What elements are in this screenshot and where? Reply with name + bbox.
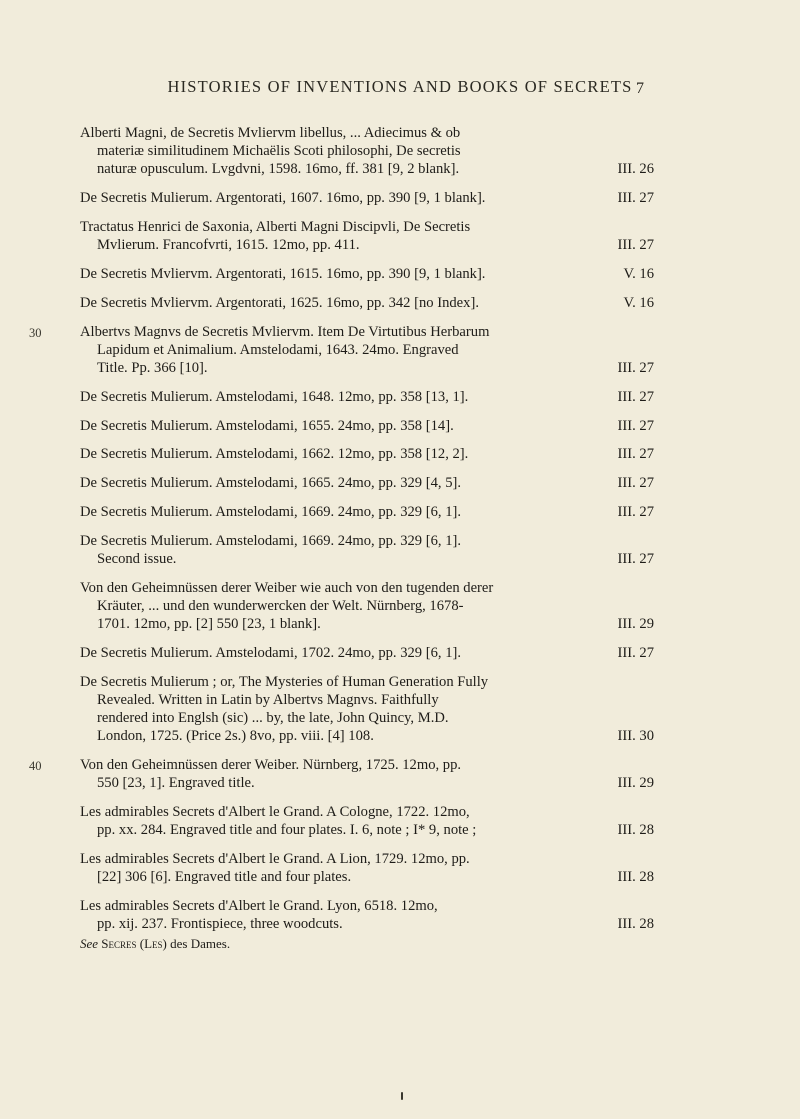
page-mark	[401, 1092, 403, 1100]
volume-reference: V. 16	[623, 294, 654, 311]
entry-line: Lapidum et Animalium. Amstelodami, 1643. 24mo. Engraved	[97, 341, 459, 358]
entry-line: Les admirables Secrets d'Albert le Grand. A Lion, 1729. 12mo, pp.	[80, 851, 470, 868]
volume-reference: III. 30	[617, 728, 654, 745]
entry-line: Mvlierum. Francofvrti, 1615. 12mo, pp. 411.	[97, 237, 360, 254]
entry-line: pp. xij. 237. Frontispiece, three woodcuts.	[97, 916, 343, 933]
volume-reference: III. 27	[617, 446, 654, 463]
bibliography-entry	[0, 388, 800, 406]
volume-reference: III. 29	[617, 616, 654, 633]
bibliography-entry	[0, 897, 800, 933]
volume-reference: III. 28	[617, 822, 654, 839]
entry-line: De Secretis Mulierum. Amstelodami, 1669. 24mo, pp. 329 [6, 1].	[80, 503, 462, 520]
volume-reference: III. 28	[617, 916, 654, 933]
bibliography-entry	[0, 532, 800, 568]
volume-reference: III. 27	[617, 503, 654, 520]
entry-line: 550 [23, 1]. Engraved title.	[97, 775, 255, 792]
see-rest: des Dames.	[170, 936, 231, 952]
bibliography-entry	[0, 474, 800, 492]
volume-reference: III. 27	[617, 475, 654, 492]
bibliography-entry	[0, 850, 800, 886]
entry-line: Tractatus Henrici de Saxonia, Alberti Magni Discipvli, De Secretis	[80, 219, 471, 235]
entry-line: Von den Geheimnüssen derer Weiber. Nürnberg, 1725. 12mo, pp.	[80, 757, 462, 774]
bibliography-entry	[0, 644, 800, 662]
entry-line: [22] 306 [6]. Engraved title and four plates.	[97, 869, 352, 886]
volume-reference: III. 27	[617, 388, 654, 405]
entry-line: De Secretis Mvliervm. Argentorati, 1625. 16mo, pp. 342 [no Index].	[80, 294, 479, 311]
entry-line: De Secretis Mulierum. Argentorati, 1607. 16mo, pp. 390 [9, 1 blank].	[80, 190, 486, 207]
volume-reference: V. 16	[623, 266, 654, 282]
volume-reference: III. 27	[617, 360, 654, 376]
page-number: 7	[636, 80, 644, 97]
entry-line: De Secretis Mulierum. Amstelodami, 1662. 12mo, pp. 358 [12, 2].	[80, 446, 469, 463]
bibliography-entry	[0, 803, 800, 839]
volume-reference: III. 27	[617, 644, 654, 661]
entry-line: De Secretis Mulierum. Amstelodami, 1669. 24mo, pp. 329 [6, 1].	[80, 532, 462, 549]
entry-line: London, 1725. (Price 2s.) 8vo, pp. viii. [4] 108.	[97, 728, 374, 745]
entry-line: rendered into Englsh (sic) ... by, the late, John Quincy, M.D.	[97, 710, 449, 727]
entry-line: materiæ similitudinem Michaëlis Scoti philosophi, De secretis	[97, 143, 461, 160]
volume-reference: III. 27	[617, 417, 654, 434]
bibliography-entry	[0, 756, 800, 792]
bibliography-entry	[0, 124, 800, 179]
entry-line: 1701. 12mo, pp. [2] 550 [23, 1 blank].	[97, 616, 321, 633]
entry-line: De Secretis Mulierum. Amstelodami, 1655. 24mo, pp. 358 [14].	[80, 417, 454, 434]
entry-line: Albertvs Magnvs de Secretis Mvliervm. Item De Virtutibus Herbarum	[80, 323, 490, 340]
entry-line: De Secretis Mulierum. Amstelodami, 1702. 24mo, pp. 329 [6, 1].	[80, 644, 462, 661]
margin-line-number: 40	[29, 759, 42, 774]
bibliography-entry	[0, 218, 800, 254]
margin-line-number: 30	[29, 325, 42, 340]
volume-reference: III. 27	[617, 237, 654, 254]
entry-line: Les admirables Secrets d'Albert le Grand. A Cologne, 1722. 12mo,	[80, 804, 470, 821]
entry-line: Von den Geheimnüssen derer Weiber wie auch von den tugenden derer	[80, 579, 494, 596]
bibliography-entry	[0, 189, 800, 207]
entry-line: De Secretis Mulierum ; or, The Mysteries of Human Generation Fully	[80, 673, 489, 690]
entry-line: naturæ opusculum. Lvgdvni, 1598. 16mo, ff. 381 [9, 2 blank].	[97, 161, 460, 178]
see-target: Secres (Les)	[101, 936, 167, 952]
bibliography-entry	[0, 445, 800, 463]
see-also-note	[0, 936, 800, 952]
bibliography-list	[0, 124, 800, 952]
entry-line: De Secretis Mulierum. Amstelodami, 1648. 12mo, pp. 358 [13, 1].	[80, 388, 469, 405]
entry-line: De Secretis Mvliervm. Argentorati, 1615. 16mo, pp. 390 [9, 1 blank].	[80, 266, 486, 282]
entry-line: Second issue.	[97, 550, 177, 567]
volume-reference: III. 27	[617, 550, 654, 567]
bibliography-entry	[0, 294, 800, 312]
see-word: See	[80, 936, 99, 952]
volume-reference: III. 26	[617, 161, 654, 178]
bibliography-entry	[0, 579, 800, 634]
bibliography-entry	[0, 503, 800, 521]
volume-reference: III. 29	[617, 775, 654, 792]
volume-reference: III. 27	[617, 190, 654, 207]
bibliography-entry	[0, 323, 800, 378]
entry-line: Alberti Magni, de Secretis Mvliervm libellus, ... Adiecimus & ob	[80, 125, 461, 141]
entry-line: De Secretis Mulierum. Amstelodami, 1665. 24mo, pp. 329 [4, 5].	[80, 475, 462, 492]
entry-line: pp. xx. 284. Engraved title and four plates. I. 6, note ; I* 9, note ;	[97, 822, 477, 839]
running-head: HISTORIES OF INVENTIONS AND BOOKS OF SECRETS	[167, 77, 633, 96]
bibliography-entry	[0, 417, 800, 435]
bibliography-entry	[0, 265, 800, 283]
entry-line: Les admirables Secrets d'Albert le Grand. Lyon, 6518. 12mo,	[80, 898, 438, 915]
entry-line: Kräuter, ... und den wunderwercken der Welt. Nürnberg, 1678-	[97, 597, 464, 614]
entry-line: Title. Pp. 366 [10].	[97, 360, 208, 376]
volume-reference: III. 28	[617, 869, 654, 886]
entry-line: Revealed. Written in Latin by Albertvs Magnvs. Faithfully	[97, 691, 439, 708]
bibliography-entry	[0, 673, 800, 746]
